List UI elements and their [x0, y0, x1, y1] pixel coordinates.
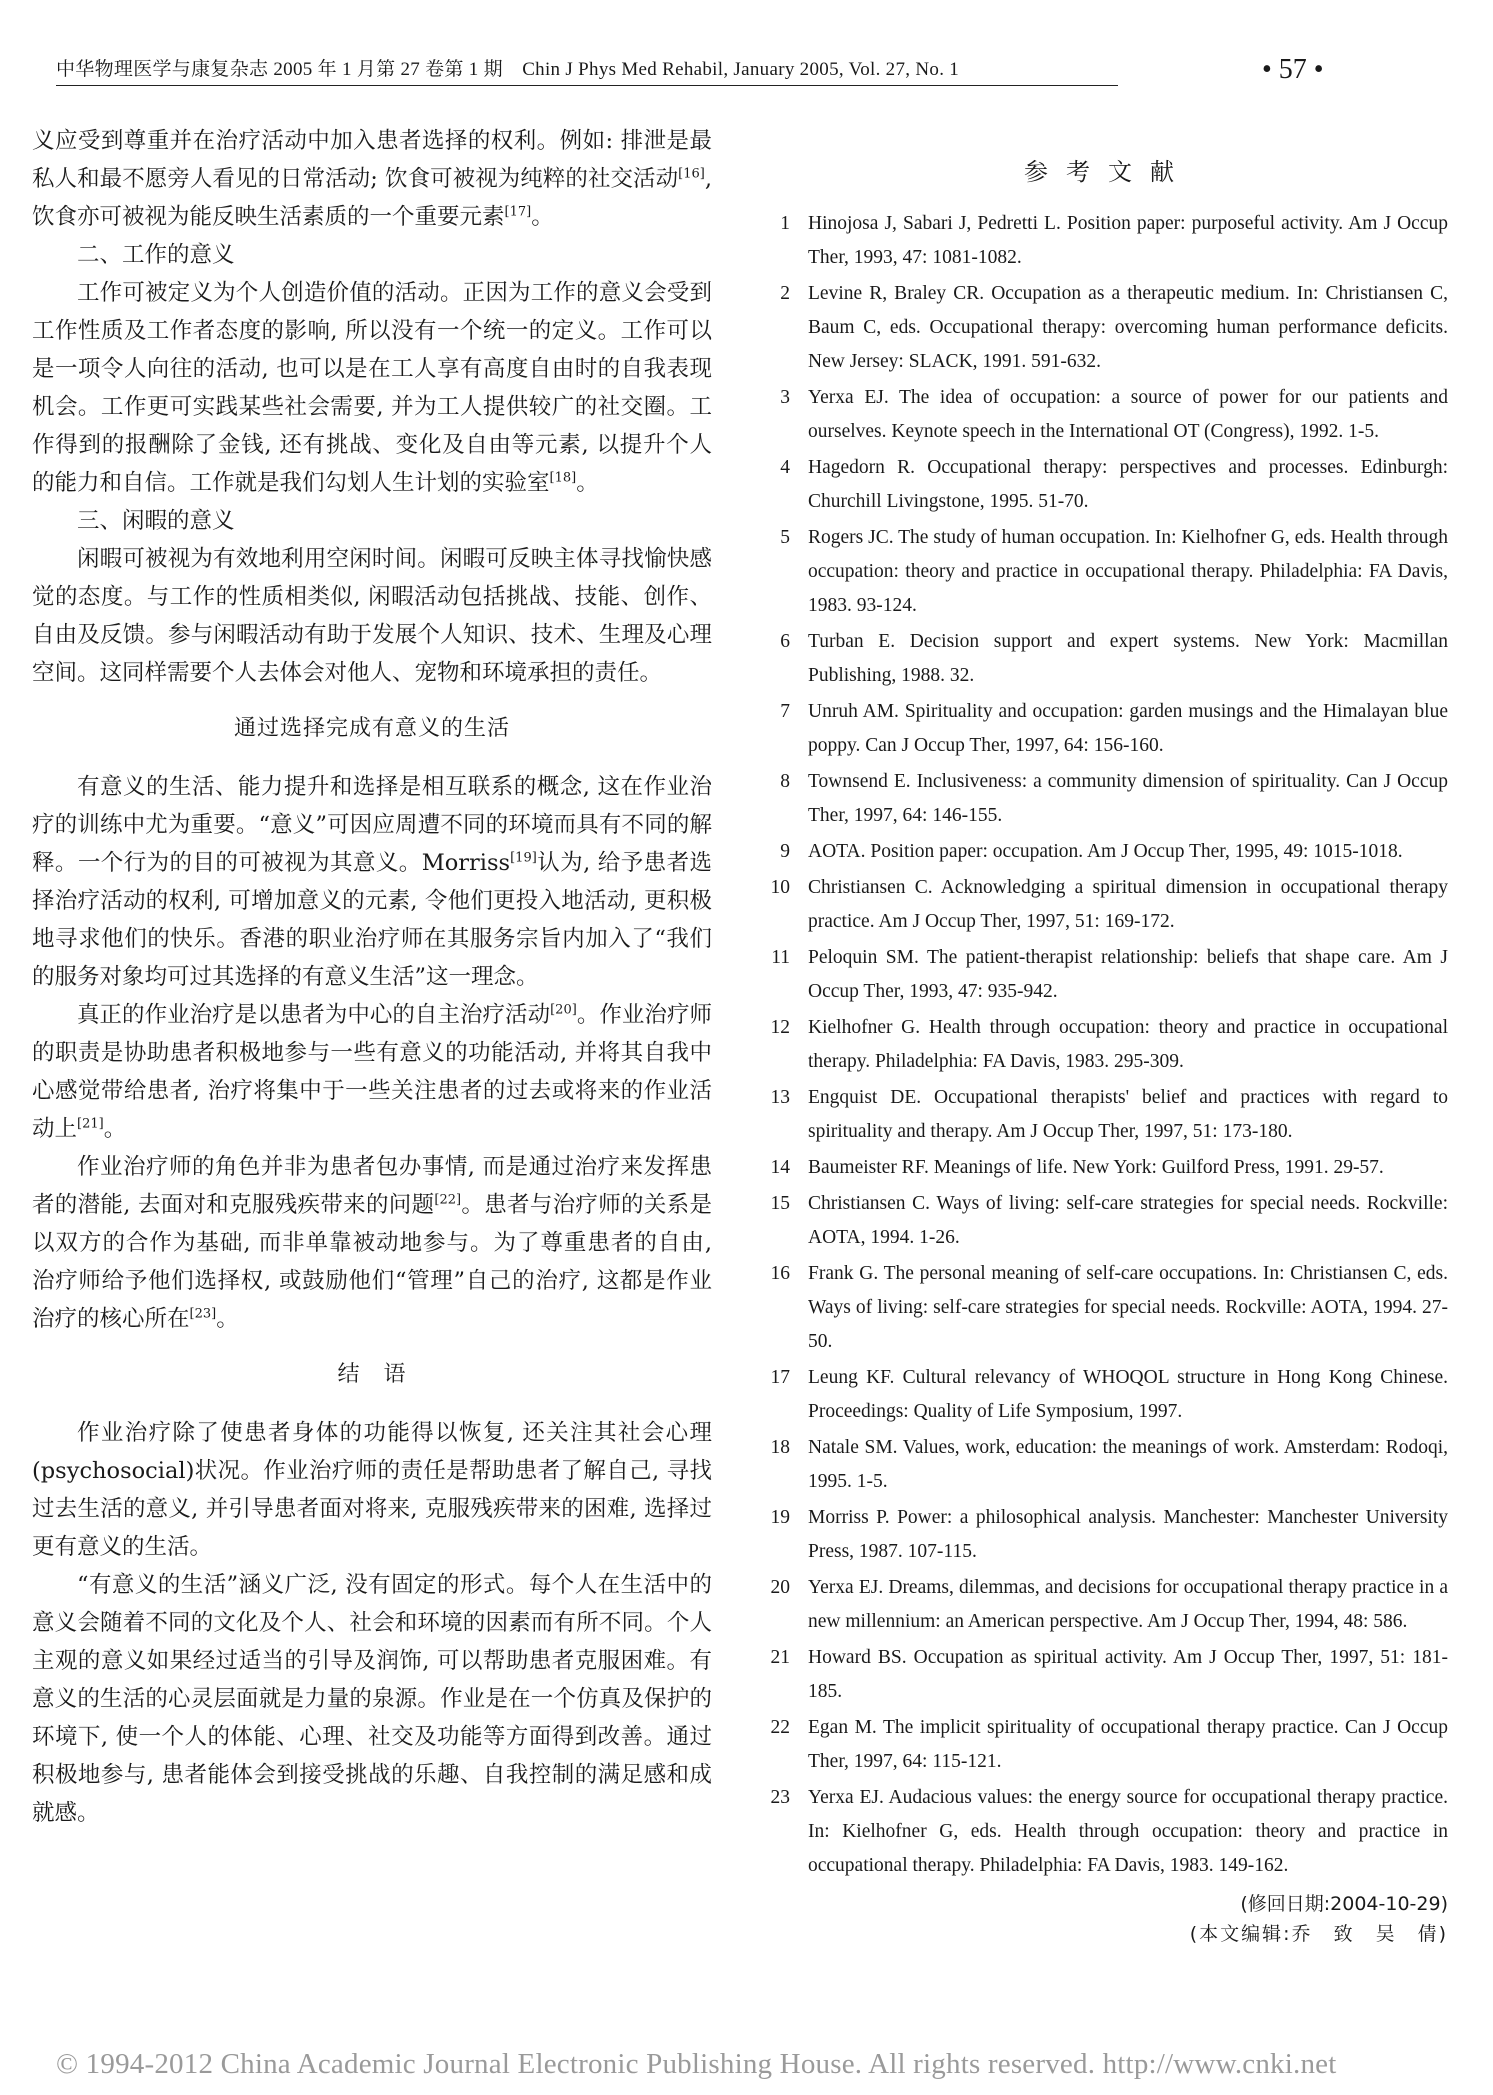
paragraph: 作业治疗除了使患者身体的功能得以恢复, 还关注其社会心理(psychosocial)状况。作业治疗师的责任是帮助患者了解自己, 寻找过去生活的意义, 并引导患者面对将来, 克服残疾带来的困难, 选择过更有意义的生活。	[32, 1420, 712, 1560]
paragraph: “有意义的生活”涵义广泛, 没有固定的形式。每个人在生活中的意义会随着不同的文化及个人、社会和环境的因素而有所不同。个人主观的意义如果经过适当的引导及润饰, 可以帮助患者克服困难。有意义的生活的心灵层面就是力量的泉源。作业是在一个仿真及保护的环境下, 使一个人的体能、心理、社交及功能等方面得到改善。通过积极地参与, 患者能体会到接受挑战的乐趣、自我控制的满足感和成就感。	[32, 1572, 712, 1826]
reference-text: Natale SM. Values, work, education: the meanings of work. Amsterdam: Rodoqi, 1995. 1-5.	[808, 1437, 1448, 1492]
reference-number: 5	[780, 527, 790, 548]
reference-text: Yerxa EJ. The idea of occupation: a source of power for our patients and ourselves. Keynote speech in the International OT (Congress), 1992. 1-5.	[808, 387, 1448, 442]
reference-item	[768, 871, 1448, 939]
text: 。作业治疗师的职责是协助患者积极地参与一些有意义的功能活动, 并将其自我中心感觉带给患者, 治疗将集中于一些关注患者的过去或将来的作业活动上	[32, 1002, 712, 1142]
reference-text: Hinojosa J, Sabari J, Pedretti L. Position paper: purposeful activity. Am J Occup Ther, 1993, 47: 1081-1082.	[808, 213, 1448, 268]
reference-number: 11	[771, 947, 790, 968]
reference-item	[768, 1257, 1448, 1359]
reference-item	[768, 451, 1448, 519]
reference-item	[768, 521, 1448, 623]
text: 工作可被定义为个人创造价值的活动。正因为工作的意义会受到工作性质及工作者态度的影响, 所以没有一个统一的定义。工作可以是一项令人向往的活动, 也可以是在工人享有高度自由时的自我表现机会。工作更可实践某些社会需要, 并为工人提供较广的社交圈。工作得到的报酬除了金钱, 还有挑战、变化及自由等元素, 以提升个人的能力和自信。工作就是我们勾划人生计划的实验室	[32, 280, 712, 496]
text: 。患者与治疗师的关系是以双方的合作为基础, 而非单靠被动地参与。为了尊重患者的自由, 治疗师给予他们选择权, 或鼓励他们“管理”自己的治疗, 这都是作业治疗的核心所在	[32, 1192, 712, 1332]
section-heading-conclusion: 结 语	[337, 1362, 407, 1387]
text: 。	[576, 470, 599, 496]
copyright-watermark: © 1994-2012 China Academic Journal Electronic Publishing House. All rights reserved. http://www.cnki.net	[56, 2048, 1337, 2080]
reference-text: Peloquin SM. The patient-therapist relationship: beliefs that shape care. Am J Occup Ther, 1993, 47: 935-942.	[808, 947, 1448, 1002]
reference-item	[768, 1151, 1448, 1185]
reference-text: Yerxa EJ. Dreams, dilemmas, and decisions for occupational therapy practice in a new millennium: an American perspective. Am J Occup Ther, 1994, 48: 586.	[808, 1577, 1448, 1632]
subheading-work: 二、工作的意义	[77, 242, 235, 268]
reference-text: Leung KF. Cultural relevancy of WHOQOL structure in Hong Kong Chinese. Proceedings: Quality of Life Symposium, 1997.	[808, 1367, 1448, 1422]
reference-item	[768, 1641, 1448, 1709]
reference-text: Christiansen C. Acknowledging a spiritual dimension in occupational therapy practice. Am J Occup Ther, 1997, 51: 169-172.	[808, 877, 1448, 932]
reference-item	[768, 1361, 1448, 1429]
page-number: • 57 •	[1262, 54, 1324, 85]
reference-text: Turban E. Decision support and expert systems. New York: Macmillan Publishing, 1988. 32.	[808, 631, 1448, 686]
reference-item	[768, 1571, 1448, 1639]
reference-number: 4	[780, 457, 790, 478]
reference-text: Morriss P. Power: a philosophical analysis. Manchester: Manchester University Press, 1987. 107-115.	[808, 1507, 1448, 1562]
citation: [19]	[510, 850, 537, 866]
reference-item	[768, 1011, 1448, 1079]
reference-number: 13	[770, 1087, 790, 1108]
reference-number: 17	[770, 1367, 790, 1388]
section-heading: 通过选择完成有意义的生活	[233, 716, 510, 741]
citation: [16]	[678, 166, 705, 182]
text: , 饮食亦可被视为能反映生活素质的一个重要元素	[32, 166, 712, 230]
reference-text: Baumeister RF. Meanings of life. New York: Guilford Press, 1991. 29-57.	[808, 1157, 1384, 1178]
reference-item	[768, 1431, 1448, 1499]
paragraph	[32, 996, 712, 1148]
reference-item	[768, 1081, 1448, 1149]
citation: [20]	[550, 1002, 577, 1018]
reference-number: 14	[770, 1157, 790, 1178]
citation: [22]	[434, 1192, 462, 1208]
paragraph	[32, 122, 712, 236]
reference-text: Egan M. The implicit spirituality of occupational therapy practice. Can J Occup Ther, 1997, 64: 115-121.	[808, 1717, 1448, 1772]
reference-item	[768, 765, 1448, 833]
reference-text: Levine R, Braley CR. Occupation as a therapeutic medium. In: Christiansen C, Baum C, eds. Occupational therapy: overcoming human performance deficits. New Jersey: SLACK, 1991. 591-632.	[808, 283, 1448, 372]
reference-text: Frank G. The personal meaning of self-care occupations. In: Christiansen C, eds. Ways of living: self-care strategies for special needs. Rockville: AOTA, 1994. 27-50.	[808, 1263, 1448, 1352]
reference-number: 2	[780, 283, 790, 304]
reference-number: 21	[770, 1647, 790, 1668]
reference-number: 16	[770, 1263, 790, 1284]
reference-item	[768, 207, 1448, 275]
reference-item	[768, 625, 1448, 693]
reference-item	[768, 381, 1448, 449]
reference-number: 9	[780, 841, 790, 862]
reference-number: 8	[780, 771, 790, 792]
reference-number: 15	[770, 1193, 790, 1214]
citation: [17]	[504, 204, 532, 220]
reference-item	[768, 1781, 1448, 1883]
reference-number: 18	[770, 1437, 790, 1458]
text: 。	[103, 1116, 127, 1142]
paragraph: 闲暇可被视为有效地利用空闲时间。闲暇可反映主体寻找愉快感觉的态度。与工作的性质相类似, 闲暇活动包括挑战、技能、创作、自由及反馈。参与闲暇活动有助于发展个人知识、技术、生理及心理空间。这同样需要个人去体会对他人、宠物和环境承担的责任。	[32, 546, 712, 686]
text: 真正的作业治疗是以患者为中心的自主治疗活动	[77, 1002, 551, 1028]
running-head: 中华物理医学与康复杂志 2005 年 1 月第 27 卷第 1 期 Chin J Phys Med Rehabil, January 2005, Vol. 27, No. 1	[56, 58, 1118, 86]
references-column	[768, 148, 1448, 1949]
reference-text: Howard BS. Occupation as spiritual activity. Am J Occup Ther, 1997, 51: 181-185.	[808, 1647, 1448, 1702]
reference-text: Hagedorn R. Occupational therapy: perspectives and processes. Edinburgh: Churchill Livingstone, 1995. 51-70.	[808, 457, 1448, 512]
references-heading: 参考文献	[1024, 158, 1192, 186]
reference-number: 10	[770, 877, 790, 898]
reference-text: Kielhofner G. Health through occupation: theory and practice in occupational therapy. Philadelphia: FA Davis, 1983. 295-309.	[808, 1017, 1448, 1072]
reference-item	[768, 1501, 1448, 1569]
reference-text: Yerxa EJ. Audacious values: the energy source for occupational therapy practice. In: Kielhofner G, eds. Health through occupation: theory and practice in occupational therapy. Philadelphia: FA Davis, 1983. 149-162.	[808, 1787, 1448, 1876]
paragraph	[32, 1148, 712, 1338]
reference-number: 1	[780, 213, 790, 234]
reference-text: Townsend E. Inclusiveness: a community dimension of spirituality. Can J Occup Ther, 1997, 64: 146-155.	[808, 771, 1448, 826]
subheading-leisure: 三、闲暇的意义	[77, 508, 235, 534]
text: 认为, 给予患者选择治疗活动的权利, 可增加意义的元素, 令他们更投入地活动, 更积极地寻求他们的快乐。香港的职业治疗师在其服务宗旨内加入了“我们的服务对象均可过其选择的有意义生活”这一理念。	[32, 850, 712, 990]
citation: [23]	[189, 1306, 217, 1322]
reference-list	[768, 207, 1448, 1883]
reference-text: AOTA. Position paper: occupation. Am J Occup Ther, 1995, 49: 1015-1018.	[808, 841, 1403, 862]
editor-credit: (本文编辑:乔 致 吴 倩)	[1189, 1923, 1448, 1945]
reference-item	[768, 1711, 1448, 1779]
reference-item	[768, 695, 1448, 763]
reference-text: Unruh AM. Spirituality and occupation: garden musings and the Himalayan blue poppy. Can J Occup Ther, 1997, 64: 156-160.	[808, 701, 1448, 756]
citation: [18]	[549, 470, 577, 486]
reference-number: 7	[780, 701, 790, 722]
paragraph	[32, 768, 712, 996]
text: 作业治疗师的角色并非为患者包办事情, 而是通过治疗来发挥患者的潜能, 去面对和克服残疾带来的问题	[32, 1154, 712, 1218]
revised-date: (修回日期:2004-10-29)	[1240, 1893, 1448, 1915]
reference-item	[768, 835, 1448, 869]
reference-number: 20	[770, 1577, 790, 1598]
reference-number: 22	[770, 1717, 790, 1738]
reference-item	[768, 1187, 1448, 1255]
citation: [21]	[77, 1116, 104, 1132]
text: 。	[216, 1306, 239, 1332]
reference-text: Engquist DE. Occupational therapists' belief and practices with regard to spirituality and therapy. Am J Occup Ther, 1997, 51: 173-180.	[808, 1087, 1448, 1142]
reference-item	[768, 941, 1448, 1009]
text: 义应受到尊重并在治疗活动中加入患者选择的权利。例如: 排泄是最私人和最不愿旁人看见的日常活动; 饮食可被视为纯粹的社交活动	[32, 128, 712, 192]
reference-number: 12	[770, 1017, 790, 1038]
reference-number: 3	[780, 387, 790, 408]
reference-text: Rogers JC. The study of human occupation. In: Kielhofner G, eds. Health through occupation: theory and practice in occupational therapy. Philadelphia: FA Davis, 1983. 93-124.	[808, 527, 1448, 616]
reference-item	[768, 277, 1448, 379]
paragraph	[32, 274, 712, 502]
reference-number: 23	[770, 1787, 790, 1808]
text: 。	[531, 204, 554, 230]
reference-number: 6	[780, 631, 790, 652]
reference-number: 19	[770, 1507, 790, 1528]
text: 有意义的生活、能力提升和选择是相互联系的概念, 这在作业治疗的训练中尤为重要。“意义”可因应周遭不同的环境而具有不同的解释。一个行为的目的可被视为其意义。Morriss	[32, 774, 712, 876]
left-column	[32, 122, 712, 1832]
reference-text: Christiansen C. Ways of living: self-care strategies for special needs. Rockville: AOTA, 1994. 1-26.	[808, 1193, 1448, 1248]
